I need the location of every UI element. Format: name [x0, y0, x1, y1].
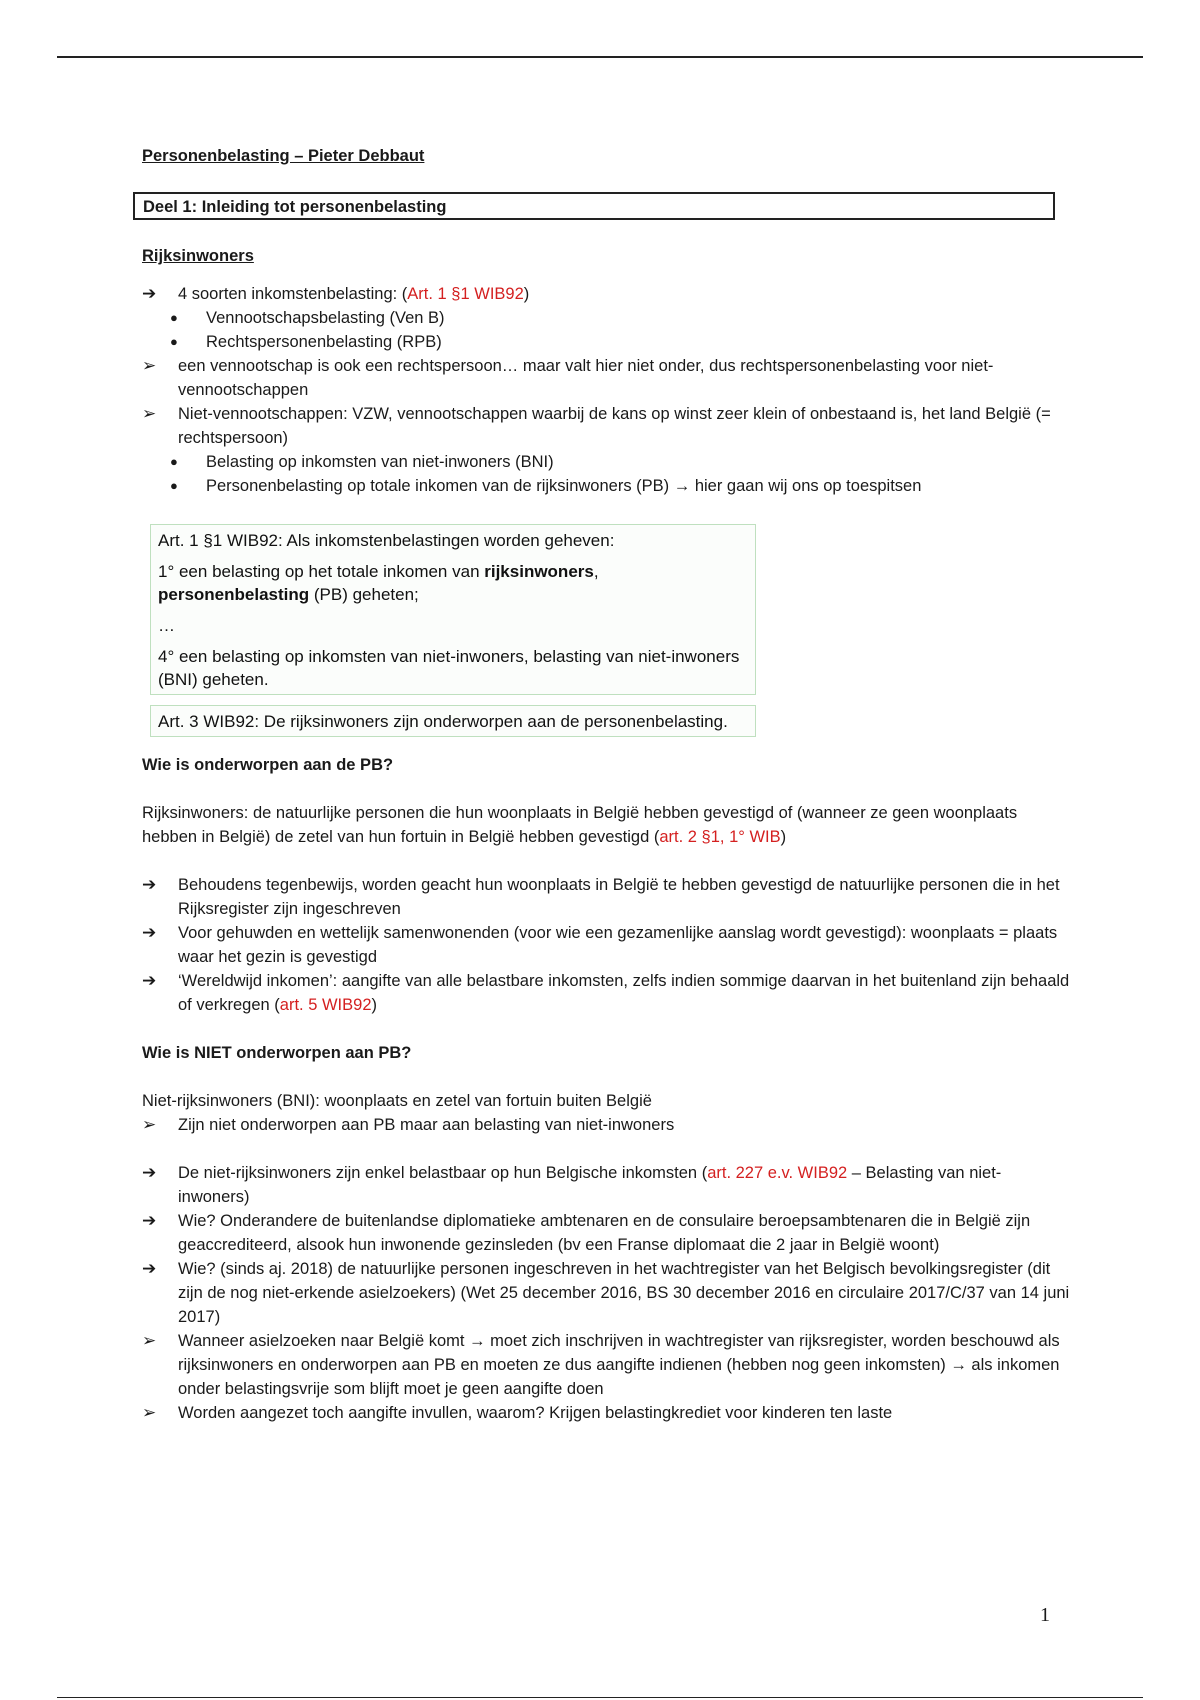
paragraph-rijksinwoners: Rijksinwoners: de natuurlijke personen die hun woonplaats in België hebben gevestigd of (wanneer ze geen woonplaats hebben in België) de zetel van hun fortuin in België hebben gevestigd (art. 2 §1, 1° WIB) — [142, 804, 1018, 846]
list-item — [170, 330, 1072, 354]
document-title: Personenbelasting – Pieter Debbaut — [142, 147, 425, 165]
list-item — [170, 450, 1072, 474]
heading-niet-onderworpen: Wie is NIET onderworpen aan PB? — [142, 1044, 412, 1062]
list-item — [142, 402, 1072, 450]
list-item — [142, 921, 1072, 969]
law-reference: Art. 1 §1 WIB92 — [407, 285, 524, 303]
list-item-text: Rechtspersonenbelasting (RPB) — [206, 333, 442, 351]
list-item — [170, 306, 1072, 330]
law-reference: art. 2 §1, 1° WIB — [659, 828, 781, 846]
chevron-bullet-icon: ➢ — [142, 356, 157, 375]
section-box-deel-1 — [133, 192, 1055, 220]
arrow-icon: ➔ — [142, 1259, 157, 1278]
list-item — [142, 282, 1072, 306]
law-quote-art-3 — [150, 705, 756, 737]
arrow-icon: ➔ — [142, 923, 157, 942]
list-item-text: Wie? (sinds aj. 2018) de natuurlijke personen ingeschreven in het wachtregister van het Belgisch bevolkingsregister (dit zijn de nog niet-erkende asielzoekers) (Wet 25 december 2016, BS 30 december 2016 en circulaire 2017/C/37 van 14 juni 2017) — [178, 1260, 1070, 1326]
list-item — [142, 354, 1072, 402]
chevron-bullet-icon: ➢ — [142, 404, 157, 423]
list-item-text: Wanneer asielzoeken naar België komt → moet zich inschrijven in wachtregister van rijksregister, worden beschouwd als rijksinwoners en onderworpen aan PB en moeten ze dus aangifte indienen (hebben nog geen inkomsten) → als inkomen onder belastingsvrije som blijft moet je geen aangifte doen — [178, 1332, 1060, 1398]
list-item-text: Niet-vennootschappen: VZW, vennootschappen waarbij de kans op winst zeer klein of onbestaand is, het land België (= rechtspersoon) — [178, 405, 1051, 447]
law-reference: art. 227 e.v. WIB92 — [707, 1164, 848, 1182]
law-quote-art-1 — [150, 524, 756, 695]
arrow-icon: ➔ — [142, 1163, 157, 1182]
list-item-text: 4 soorten inkomstenbelasting: (Art. 1 §1 WIB92) — [178, 285, 530, 303]
list-item-text: Personenbelasting op totale inkomen van de rijksinwoners (PB) → hier gaan wij ons op toespitsen — [206, 477, 922, 495]
list-item-text: Zijn niet onderworpen aan PB maar aan belasting van niet-inwoners — [178, 1116, 675, 1134]
arrow-icon: ➔ — [142, 971, 157, 990]
list-item-text: Behoudens tegenbewijs, worden geacht hun woonplaats in België te hebben gevestigd de natuurlijke personen die in het Rijksregister zijn ingeschreven — [178, 876, 1060, 918]
list-item — [142, 1329, 1072, 1401]
quote-line: 1° een belasting op het totale inkomen van rijksinwoners, personenbelasting (PB) geheten; — [158, 562, 599, 604]
list-item-text: Belasting op inkomsten van niet-inwoners (BNI) — [206, 453, 554, 471]
page-number: 1 — [1040, 1604, 1050, 1626]
law-reference: art. 5 WIB92 — [279, 996, 372, 1014]
heading-onderworpen: Wie is onderworpen aan de PB? — [142, 756, 394, 774]
chevron-bullet-icon: ➢ — [142, 1403, 157, 1422]
bullet-icon: ● — [170, 478, 178, 493]
quote-ellipsis: … — [158, 616, 175, 635]
list-item — [142, 1161, 1072, 1209]
list-item — [142, 1257, 1072, 1329]
bullet-icon: ● — [170, 454, 178, 469]
list-item-text: Worden aangezet toch aangifte invullen, waarom? Krijgen belastingkrediet voor kinderen ten laste — [178, 1404, 893, 1422]
arrow-icon: ➔ — [142, 875, 157, 894]
quote-line: 4° een belasting op inkomsten van niet-inwoners, belasting van niet-inwoners (BNI) geheten. — [158, 647, 740, 689]
arrow-icon: ➔ — [142, 284, 157, 303]
top-rule — [57, 56, 1143, 58]
list-item — [142, 873, 1072, 921]
list-item-text: Voor gehuwden en wettelijk samenwonenden (voor wie een gezamenlijke aanslag wordt gevestigd): woonplaats = plaats waar het gezin is gevestigd — [178, 924, 1058, 966]
list-item — [142, 1401, 1072, 1425]
bullet-icon: ● — [170, 334, 178, 349]
list-item-text: Vennootschapsbelasting (Ven B) — [206, 309, 445, 327]
list-item — [142, 1209, 1072, 1257]
section-box-label: Deel 1: Inleiding tot personenbelasting — [143, 198, 447, 216]
bottom-rule — [57, 1697, 1143, 1698]
list-item-text: De niet-rijksinwoners zijn enkel belastbaar op hun Belgische inkomsten (art. 227 e.v. WIB92 – Belasting van niet-inwoners) — [178, 1164, 1002, 1206]
chevron-bullet-icon: ➢ — [142, 1115, 157, 1134]
list-item — [142, 969, 1072, 1017]
list-item-text: ‘Wereldwijd inkomen’: aangifte van alle belastbare inkomsten, zelfs indien sommige daarvan in het buitenland zijn behaald of verkregen (art. 5 WIB92) — [178, 972, 1070, 1014]
bullet-icon: ● — [170, 310, 178, 325]
arrow-icon: ➔ — [142, 1211, 157, 1230]
document-page — [142, 144, 1072, 1425]
heading-rijksinwoners: Rijksinwoners — [142, 247, 254, 265]
list-item — [170, 474, 1072, 498]
list-item-text: een vennootschap is ook een rechtspersoon… maar valt hier niet onder, dus rechtspersonenbelasting voor niet-vennootschappen — [178, 357, 994, 399]
list-item-text: Wie? Onderandere de buitenlandse diplomatieke ambtenaren en de consulaire beroepsambtenaren die in België zijn geaccrediteerd, alsook hun inwonende gezinsleden (bv een Franse diplomaat die 2 jaar in België woont) — [178, 1212, 1031, 1254]
list-item — [142, 1113, 1072, 1137]
paragraph-niet-rijksinwoners: Niet-rijksinwoners (BNI): woonplaats en zetel van fortuin buiten België — [142, 1092, 652, 1110]
quote-line: Art. 1 §1 WIB92: Als inkomstenbelastingen worden geheven: — [158, 531, 615, 550]
chevron-bullet-icon: ➢ — [142, 1331, 157, 1350]
quote-line: Art. 3 WIB92: De rijksinwoners zijn onderworpen aan de personenbelasting. — [158, 712, 728, 731]
